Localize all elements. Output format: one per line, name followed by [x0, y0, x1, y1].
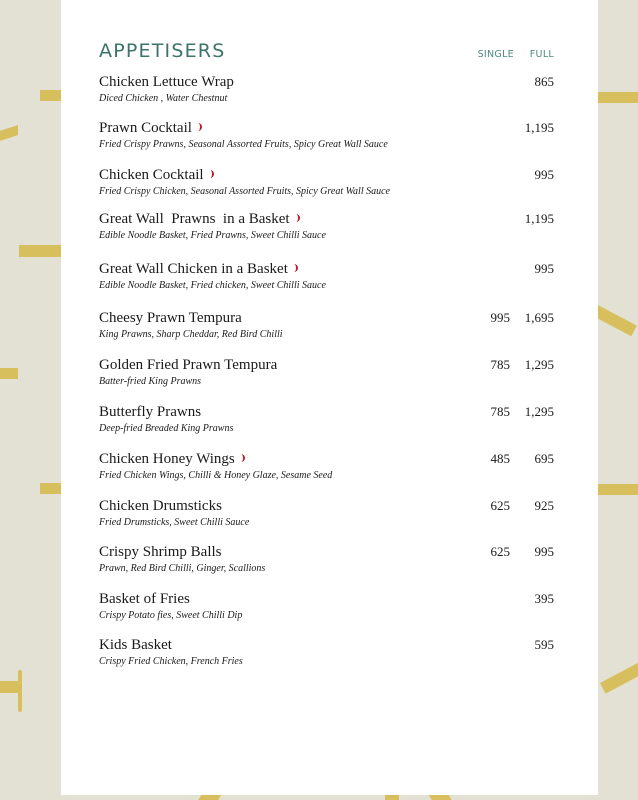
menu-item	[99, 637, 559, 677]
column-header-full: FULL	[529, 49, 554, 60]
section-title: APPETISERS	[99, 40, 226, 62]
chili-icon	[196, 123, 202, 131]
menu-item	[99, 591, 559, 631]
item-name: Great Wall Chicken in a Basket	[99, 261, 559, 278]
price-full: 1,295	[524, 404, 554, 419]
menu-item	[99, 451, 559, 491]
chili-icon	[208, 170, 214, 178]
item-name: Kids Basket	[99, 637, 172, 653]
menu-item	[99, 261, 559, 301]
decor-bar	[40, 90, 62, 101]
decor-bar	[18, 670, 22, 712]
chili-icon	[292, 264, 298, 272]
price-full: 1,695	[524, 310, 554, 325]
column-header-single: SINGLE	[477, 49, 514, 60]
menu-item	[99, 211, 559, 251]
item-description: Fried Drumsticks, Sweet Chilli Sauce	[99, 517, 250, 528]
item-description: Fried Crispy Chicken, Seasonal Assorted Fruits, Spicy Great Wall Sauce	[99, 186, 390, 197]
price-full: 595	[534, 637, 554, 652]
decor-bar	[598, 484, 638, 495]
item-name: Golden Fried Prawn Tempura	[99, 357, 278, 373]
item-name: Prawn Cocktail	[99, 120, 559, 137]
item-description: Diced Chicken , Water Chestnut	[99, 93, 228, 104]
decor-bar	[598, 92, 638, 103]
price-full: 925	[534, 498, 554, 513]
price-single: 625	[490, 544, 510, 559]
menu-item	[99, 167, 559, 207]
price-full: 1,195	[524, 120, 554, 135]
item-description: Deep-fried Breaded King Prawns	[99, 423, 234, 434]
item-description: Crispy Fried Chicken, French Fries	[99, 656, 243, 667]
item-description: King Prawns, Sharp Cheddar, Red Bird Chilli	[99, 329, 283, 340]
item-description: Fried Chicken Wings, Chilli & Honey Glaze, Sesame Seed	[99, 470, 333, 481]
price-full: 865	[534, 74, 554, 89]
item-name: Crispy Shrimp Balls	[99, 544, 222, 560]
item-description: Fried Crispy Prawns, Seasonal Assorted Fruits, Spicy Great Wall Sauce	[99, 139, 388, 150]
decor-bar	[0, 368, 18, 379]
item-description: Batter-fried King Prawns	[99, 376, 202, 387]
menu-item	[99, 120, 559, 160]
price-full: 1,195	[524, 211, 554, 226]
item-name: Basket of Fries	[99, 591, 190, 607]
price-single: 625	[490, 498, 510, 513]
decor-bar	[600, 662, 638, 693]
price-full: 395	[534, 591, 554, 606]
item-name: Chicken Drumsticks	[99, 498, 222, 514]
price-full: 995	[534, 544, 554, 559]
item-name: Chicken Honey Wings	[99, 451, 559, 468]
decor-bar	[40, 483, 62, 494]
menu-item	[99, 404, 559, 444]
item-name: Cheesy Prawn Tempura	[99, 310, 242, 326]
price-single: 785	[490, 404, 510, 419]
price-full: 1,295	[524, 357, 554, 372]
price-single: 785	[490, 357, 510, 372]
price-full: 995	[534, 261, 554, 276]
chili-icon	[294, 214, 300, 222]
menu-item	[99, 310, 559, 350]
decor-bar	[0, 125, 18, 141]
menu-item	[99, 357, 559, 397]
decor-bar	[592, 305, 636, 336]
item-name: Butterfly Prawns	[99, 404, 202, 420]
price-full: 695	[534, 451, 554, 466]
chili-icon	[239, 454, 245, 462]
item-name: Great Wall Prawns in a Basket	[99, 211, 559, 228]
menu-page	[61, 0, 598, 795]
menu-item	[99, 498, 559, 538]
item-name: Chicken Lettuce Wrap	[99, 74, 234, 90]
price-single: 485	[490, 451, 510, 466]
item-description: Edible Noodle Basket, Fried chicken, Sweet Chilli Sauce	[99, 280, 326, 291]
decor-bar	[19, 245, 61, 257]
price-full: 995	[534, 167, 554, 182]
price-single: 995	[490, 310, 510, 325]
menu-item	[99, 74, 559, 114]
menu-item	[99, 544, 559, 584]
item-name: Chicken Cocktail	[99, 167, 559, 184]
item-description: Prawn, Red Bird Chilli, Ginger, Scallions	[99, 563, 266, 574]
item-description: Edible Noodle Basket, Fried Prawns, Sweet Chilli Sauce	[99, 230, 326, 241]
item-description: Crispy Potato fies, Sweet Chilli Dip	[99, 610, 243, 621]
